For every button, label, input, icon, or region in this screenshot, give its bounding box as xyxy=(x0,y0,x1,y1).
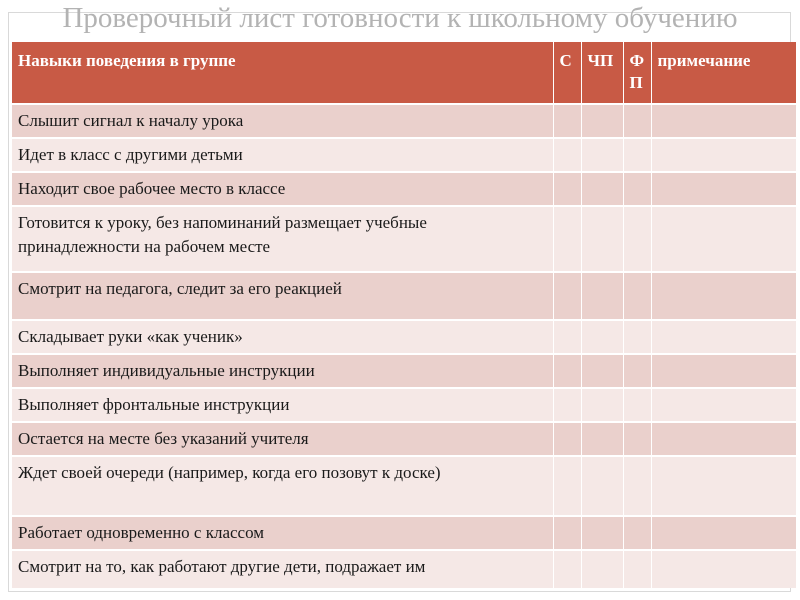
table-row xyxy=(12,354,796,388)
chp-cell xyxy=(581,320,623,354)
checklist-table-container xyxy=(12,42,796,588)
table-row xyxy=(12,272,796,320)
skill-cell: Складывает руки «как ученик» xyxy=(12,320,553,354)
skill-cell: Находит свое рабочее место в классе xyxy=(12,172,553,206)
s-cell xyxy=(553,388,581,422)
table-row xyxy=(12,104,796,138)
skill-cell: Смотрит на то, как работают другие дети, подражает им xyxy=(12,550,553,588)
chp-cell xyxy=(581,456,623,516)
table-row xyxy=(12,138,796,172)
chp-cell xyxy=(581,550,623,588)
note-cell xyxy=(651,456,796,516)
note-cell xyxy=(651,138,796,172)
slide-title: Проверочный лист готовности к школьному обучению xyxy=(62,2,738,34)
note-cell xyxy=(651,354,796,388)
skill-cell: Слышит сигнал к началу урока xyxy=(12,104,553,138)
table-row xyxy=(12,422,796,456)
note-cell xyxy=(651,388,796,422)
chp-cell xyxy=(581,104,623,138)
note-cell xyxy=(651,422,796,456)
chp-cell xyxy=(581,138,623,172)
fp-cell xyxy=(623,354,651,388)
chp-cell xyxy=(581,516,623,550)
s-cell xyxy=(553,550,581,588)
header-fp: ФП xyxy=(623,42,651,104)
chp-cell xyxy=(581,388,623,422)
table-row xyxy=(12,206,796,272)
header-note: примечание xyxy=(651,42,796,104)
skill-cell: Работает одновременно с классом xyxy=(12,516,553,550)
s-cell xyxy=(553,456,581,516)
header-s: С xyxy=(553,42,581,104)
skill-cell: Идет в класс с другими детьми xyxy=(12,138,553,172)
header-chp: ЧП xyxy=(581,42,623,104)
header-skills: Навыки поведения в группе xyxy=(12,42,553,104)
s-cell xyxy=(553,272,581,320)
s-cell xyxy=(553,172,581,206)
table-row xyxy=(12,320,796,354)
table-row xyxy=(12,550,796,588)
skill-cell: Готовится к уроку, без напоминаний размещает учебные принадлежности на рабочем месте xyxy=(12,206,553,272)
skill-cell: Выполняет индивидуальные инструкции xyxy=(12,354,553,388)
checklist-table xyxy=(12,42,796,588)
note-cell xyxy=(651,272,796,320)
chp-cell xyxy=(581,422,623,456)
s-cell xyxy=(553,104,581,138)
table-header-row xyxy=(12,42,796,104)
skill-cell: Выполняет фронтальные инструкции xyxy=(12,388,553,422)
fp-cell xyxy=(623,516,651,550)
s-cell xyxy=(553,138,581,172)
table-row xyxy=(12,516,796,550)
table-row xyxy=(12,172,796,206)
note-cell xyxy=(651,550,796,588)
fp-cell xyxy=(623,456,651,516)
fp-cell xyxy=(623,138,651,172)
s-cell xyxy=(553,354,581,388)
fp-cell xyxy=(623,422,651,456)
fp-cell xyxy=(623,272,651,320)
s-cell xyxy=(553,206,581,272)
chp-cell xyxy=(581,206,623,272)
s-cell xyxy=(553,320,581,354)
note-cell xyxy=(651,172,796,206)
note-cell xyxy=(651,104,796,138)
note-cell xyxy=(651,320,796,354)
skill-cell: Смотрит на педагога, следит за его реакцией xyxy=(12,272,553,320)
chp-cell xyxy=(581,272,623,320)
table-row xyxy=(12,388,796,422)
fp-cell xyxy=(623,104,651,138)
fp-cell xyxy=(623,550,651,588)
fp-cell xyxy=(623,320,651,354)
table-row xyxy=(12,456,796,516)
chp-cell xyxy=(581,354,623,388)
fp-cell xyxy=(623,388,651,422)
s-cell xyxy=(553,516,581,550)
skill-cell: Ждет своей очереди (например, когда его позовут к доске) xyxy=(12,456,553,516)
s-cell xyxy=(553,422,581,456)
chp-cell xyxy=(581,172,623,206)
fp-cell xyxy=(623,206,651,272)
skill-cell: Остается на месте без указаний учителя xyxy=(12,422,553,456)
note-cell xyxy=(651,516,796,550)
note-cell xyxy=(651,206,796,272)
fp-cell xyxy=(623,172,651,206)
